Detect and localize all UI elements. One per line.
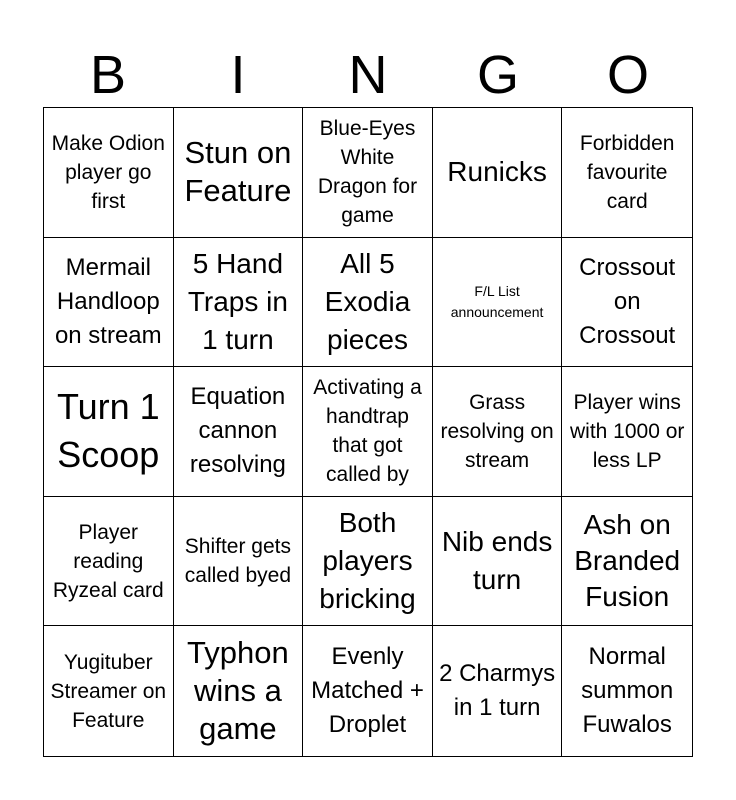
cell-text: Nib ends turn [441, 526, 553, 596]
bingo-cell[interactable] [44, 238, 174, 368]
bingo-cell[interactable] [44, 367, 174, 497]
bingo-cell[interactable] [433, 626, 563, 756]
bingo-cell[interactable] [44, 497, 174, 627]
bingo-cell[interactable] [433, 367, 563, 497]
bingo-cell[interactable] [433, 497, 563, 627]
cell-text: Runicks [447, 156, 547, 188]
cell-text: Mermail Handloop on stream [54, 253, 162, 349]
bingo-cell[interactable] [433, 238, 563, 368]
cell-text: Blue-Eyes White Dragon for game [317, 117, 418, 228]
cell-text: Shifter gets called byed [184, 535, 292, 588]
cell-text: All 5 Exodia pieces [324, 247, 411, 355]
cell-text: F/L List announcement [450, 282, 544, 320]
bingo-cell[interactable] [562, 626, 692, 756]
bingo-cell[interactable] [562, 497, 692, 627]
cell-text: Normal summon Fuwalos [581, 643, 674, 739]
cell-text: Turn 1 Scoop [56, 386, 160, 476]
bingo-cell[interactable] [174, 108, 304, 238]
cell-text: Activating a handtrap that got called by [313, 376, 422, 487]
header-letter-i: I [230, 45, 246, 105]
bingo-cell[interactable] [44, 108, 174, 238]
bingo-header [43, 44, 693, 106]
header-letter-b: B [89, 45, 127, 105]
bingo-cell[interactable] [174, 626, 304, 756]
cell-text: Forbidden favourite card [579, 131, 675, 213]
header-letter-n: N [348, 45, 388, 105]
header-letter-o: O [606, 45, 649, 105]
cell-text: Equation cannon resolving [189, 383, 286, 479]
bingo-cell[interactable] [562, 108, 692, 238]
cell-text: Make Odion player go first [51, 131, 165, 213]
bingo-cell[interactable] [303, 497, 433, 627]
bingo-cell[interactable] [562, 238, 692, 368]
cell-text: Both players bricking [319, 507, 416, 615]
cell-text: Grass resolving on stream [440, 390, 554, 472]
bingo-cell[interactable] [433, 108, 563, 238]
cell-text: Ash on Branded Fusion [574, 509, 681, 613]
bingo-cell[interactable] [174, 497, 304, 627]
cell-text: 2 Charmys in 1 turn [439, 660, 556, 722]
cell-text: Yugituber Streamer on Feature [50, 650, 167, 732]
bingo-cell[interactable] [303, 367, 433, 497]
bingo-cell[interactable] [303, 626, 433, 756]
bingo-cell[interactable] [174, 367, 304, 497]
bingo-cell[interactable] [44, 626, 174, 756]
bingo-cell[interactable] [303, 108, 433, 238]
cell-text: Player reading Ryzeal card [52, 520, 164, 602]
cell-text: Player wins with 1000 or less LP [569, 390, 685, 472]
cell-text: Typhon wins a game [187, 635, 289, 747]
bingo-cell[interactable] [303, 238, 433, 368]
bingo-cell[interactable] [174, 238, 304, 368]
cell-text: Crossout on Crossout [579, 253, 676, 349]
cell-text: Stun on Feature [184, 135, 292, 209]
bingo-cell[interactable] [562, 367, 692, 497]
cell-text: 5 Hand Traps in 1 turn [187, 247, 288, 355]
cell-text: Evenly Matched + Droplet [311, 643, 424, 739]
header-letter-g: G [476, 45, 519, 105]
bingo-board [43, 107, 693, 757]
